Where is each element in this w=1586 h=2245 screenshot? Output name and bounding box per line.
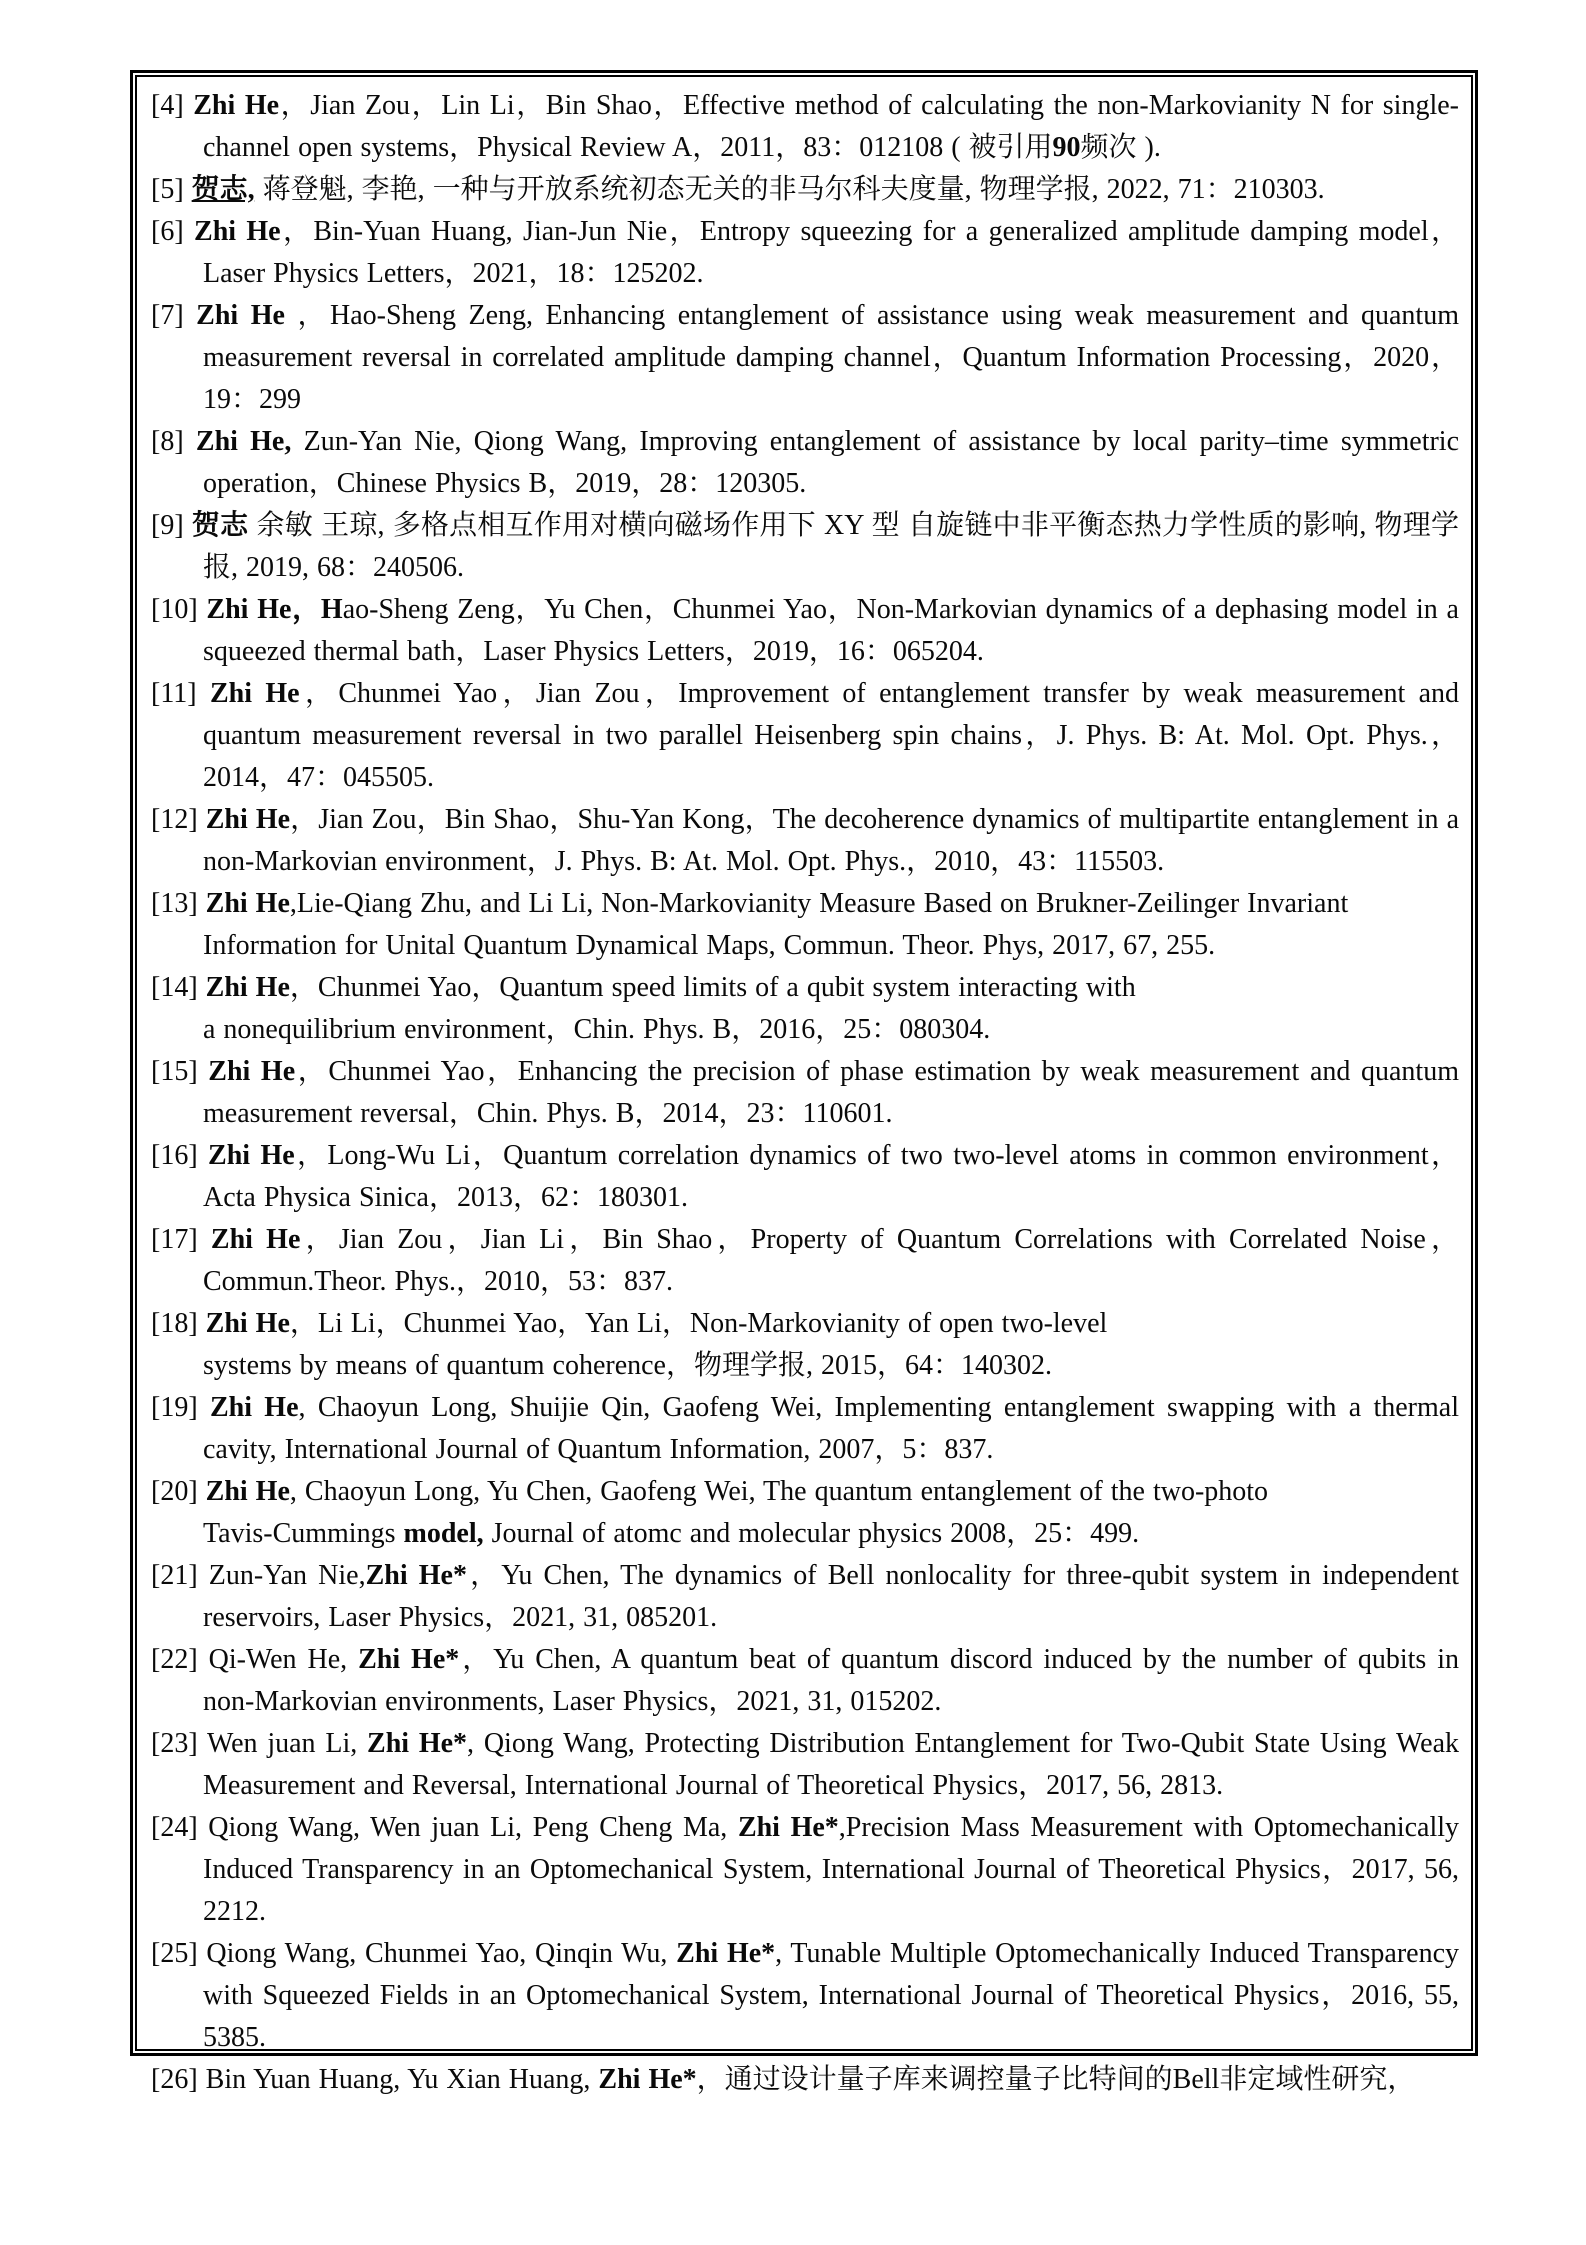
reference-item	[151, 673, 1459, 799]
reference-text-segment: Zhi He*	[367, 1728, 468, 1759]
reference-text-segment: Zun-Yan Nie, Qiong Wang, Improving entanglement of assistance by local parity–time symmetric operation，Chinese Physics B，2019，28：120305.	[203, 426, 1460, 499]
reference-item	[151, 169, 1459, 211]
document-page-border	[130, 70, 1478, 2095]
reference-text-segment: ，Yu Chen, A quantum beat of quantum discord induced by the number of qubits in non-Markovian environments, Laser Physics，2021, 31, 015202.	[203, 1644, 1459, 1717]
reference-text-segment: 90	[1052, 132, 1081, 163]
reference-text-segment: Wen juan Li,	[206, 1728, 368, 1759]
reference-text-segment: Zhi He	[205, 972, 290, 1003]
reference-number: [19]	[151, 1392, 210, 1423]
reference-item	[151, 1933, 1459, 2059]
reference-item	[151, 505, 1459, 589]
reference-number: [18]	[151, 1308, 206, 1339]
reference-text-segment: Qiong Wang, Chunmei Yao, Qinqin Wu,	[206, 1938, 677, 1969]
reference-text-segment: Zhi He	[209, 1392, 299, 1423]
reference-item	[151, 1471, 1459, 1555]
reference-number: [5]	[151, 174, 192, 205]
reference-number: [23]	[151, 1728, 207, 1759]
reference-item	[151, 1723, 1459, 1807]
reference-item	[151, 85, 1459, 169]
reference-text-segment: model,	[403, 1518, 484, 1549]
reference-text-segment: 频次 ).	[1080, 132, 1161, 163]
reference-number: [8]	[151, 426, 196, 457]
reference-text-segment: Journal of atomc and molecular physics 2008，25：499.	[483, 1518, 1140, 1549]
reference-text-segment: ，Chunmei Yao，Jian Zou，Improvement of entanglement transfer by weak measurement and quantum measurement reversal in two parallel Heisenberg spin chains，J. Phys. B: At. Mol. Opt. Phys.，2014，47：045505.	[203, 678, 1460, 793]
reference-number: [11]	[151, 678, 210, 709]
reference-text-segment: ，Yu Chen, The dynamics of Bell nonlocality for three-qubit system in independent reservoirs, Laser Physics，2021, 31, 085201.	[203, 1560, 1459, 1633]
reference-text-segment: Zhi He	[209, 678, 300, 709]
reference-item	[151, 1051, 1459, 1135]
reference-number: [20]	[151, 1476, 206, 1507]
reference-item	[151, 2059, 1459, 2101]
reference-text-segment: Zhi He，H	[206, 594, 343, 625]
reference-text-segment: ，Chunmei Yao，Quantum speed limits of a qubit system interacting with	[289, 972, 1136, 1003]
reference-text-segment: Zhi He	[205, 804, 291, 835]
reference-text-segment: ，Chunmei Yao，Enhancing the precision of phase estimation by weak measurement and quantum measurement reversal，Chin. Phys. B，2014，23：110601.	[203, 1056, 1459, 1129]
reference-text-segment: ，Hao-Sheng Zeng, Enhancing entanglement of assistance using weak measurement and quantum measurement reversal in correlated amplitude damping channel，Quantum Information Processing，2020，19：299	[203, 300, 1459, 415]
reference-item	[151, 799, 1459, 883]
reference-item	[151, 1807, 1459, 1933]
reference-item	[151, 295, 1459, 421]
reference-text-segment: Qiong Wang, Wen juan Li, Peng Cheng Ma,	[208, 1812, 738, 1843]
reference-text-segment: ,Lie-Qiang Zhu, and Li Li, Non-Markovianity Measure Based on Brukner-Zeilinger Invariant	[289, 888, 1349, 919]
reference-number: [22]	[151, 1644, 209, 1675]
reference-text-segment: Zhi He*	[737, 1812, 839, 1843]
reference-text-segment: Zhi He	[205, 1476, 290, 1507]
reference-text-segment: Zhi He	[205, 888, 290, 919]
reference-text-segment: Zhi He*	[358, 1644, 460, 1675]
reference-text-segment: ，Long-Wu Li，Quantum correlation dynamics of two two-level atoms in common environment，Acta Physica Sinica，2013，62：180301.	[203, 1140, 1459, 1213]
reference-text-segment: , Chaoyun Long, Shuijie Qin, Gaofeng Wei, Implementing entanglement swapping with a thermal cavity, International Journal of Quantum Information, 2007，5：837.	[203, 1392, 1459, 1465]
reference-text-segment: Tavis-Cummings	[203, 1518, 404, 1549]
reference-text-segment: Zhi He*	[598, 2064, 697, 2095]
reference-text-segment: , Tunable Multiple Optomechanically Induced Transparency with Squeezed Fields in an Optomechanical System, International Journal of Theoretical Physics，2016, 55, 5385.	[203, 1938, 1459, 2053]
reference-item	[151, 1303, 1459, 1387]
reference-text-segment: Zhi He*	[676, 1938, 776, 1969]
reference-text-segment: Zhi He	[194, 216, 281, 247]
reference-text-segment: ，Bin-Yuan Huang, Jian-Jun Nie，Entropy squeezing for a generalized amplitude damping model，Laser Physics Letters，2021，18：125202.	[203, 216, 1460, 289]
reference-number: [26]	[151, 2064, 206, 2095]
reference-text-segment: Zhi He	[210, 1224, 301, 1255]
document-page	[135, 75, 1473, 2095]
reference-number: [24]	[151, 1812, 209, 1843]
reference-text-segment: a nonequilibrium environment，Chin. Phys. B，2016，25：080304.	[203, 1014, 991, 1045]
reference-number: [13]	[151, 888, 206, 919]
reference-text-segment: Information for Unital Quantum Dynamical Maps, Commun. Theor. Phys, 2017, 67, 255.	[203, 930, 1216, 961]
reference-number: [16]	[151, 1140, 209, 1171]
reference-number: [6]	[151, 216, 195, 247]
reference-text-segment: Zhi He	[205, 1308, 290, 1339]
reference-number: [21]	[151, 1560, 209, 1591]
reference-text-segment: ，Jian Zou，Bin Shao，Shu-Yan Kong，The decoherence dynamics of multipartite entanglement in a non-Markovian environment，J. Phys. B: At. Mol. Opt. Phys.，2010，43：115503.	[203, 804, 1460, 877]
reference-number: [25]	[151, 1938, 207, 1969]
reference-number: [10]	[151, 594, 207, 625]
reference-item	[151, 967, 1459, 1051]
reference-text-segment: Bin Yuan Huang, Yu Xian Huang,	[205, 2064, 599, 2095]
reference-text-segment: ，通过设计量子库来调控量子比特间的Bell非定域性研究，	[696, 2064, 1416, 2095]
reference-text-segment: ，Jian Zou，Jian Li，Bin Shao，Property of Quantum Correlations with Correlated Noise，Commun.Theor. Phys.，2010，53：837.	[203, 1224, 1459, 1297]
reference-text-segment: Zun-Yan Nie,	[208, 1560, 366, 1591]
reference-number: [12]	[151, 804, 206, 835]
reference-text-segment: , Qiong Wang, Protecting Distribution Entanglement for Two-Qubit State Using Weak Measurement and Reversal, International Journal of Theoretical Physics，2017, 56, 2813.	[203, 1728, 1460, 1801]
reference-text-segment: Zhi He	[196, 300, 298, 331]
reference-number: [15]	[151, 1056, 209, 1087]
reference-number: [7]	[151, 300, 197, 331]
reference-text-segment: ，Jian Zou，Lin Li，Bin Shao，Effective method of calculating the non-Markovianity N for single-channel open systems，Physical Review A，2011，83：012108 ( 被引用	[203, 90, 1459, 163]
reference-item	[151, 589, 1459, 673]
reference-text-segment: Zhi He,	[195, 426, 292, 457]
reference-number: [14]	[151, 972, 206, 1003]
reference-item	[151, 421, 1459, 505]
reference-text-segment: systems by means of quantum coherence，物理学报, 2015，64：140302.	[203, 1350, 1052, 1381]
reference-text-segment: ，Li Li，Chunmei Yao，Yan Li，Non-Markovianity of open two-level	[289, 1308, 1108, 1339]
reference-text-segment: , Chaoyun Long, Yu Chen, Gaofeng Wei, The quantum entanglement of the two-photo	[289, 1476, 1269, 1507]
reference-text-segment: Qi-Wen He,	[208, 1644, 359, 1675]
reference-number: [9]	[151, 510, 192, 541]
reference-text-segment: 余敏 王琼, 多格点相互作用对横向磁场作用下 XY 型 自旋链中非平衡态热力学性质的影响, 物理学报, 2019, 68：240506.	[203, 510, 1459, 583]
reference-item	[151, 1387, 1459, 1471]
reference-item	[151, 1639, 1459, 1723]
reference-text-segment: Zhi He	[208, 1056, 296, 1087]
reference-item	[151, 1135, 1459, 1219]
reference-number: [4]	[151, 90, 194, 121]
reference-text-segment: Zhi He	[208, 1140, 295, 1171]
reference-item	[151, 211, 1459, 295]
reference-text-segment: ao-Sheng Zeng，Yu Chen，Chunmei Yao，Non-Markovian dynamics of a dephasing model in a squeezed thermal bath，Laser Physics Letters，2019，16：065204.	[203, 594, 1459, 667]
reference-text-segment: ,Precision Mass Measurement with Optomechanically Induced Transparency in an Optomechanical System, International Journal of Theoretical Physics，2017, 56, 2212.	[203, 1812, 1460, 1927]
reference-item	[151, 883, 1459, 967]
reference-text-segment: 贺志,	[191, 174, 255, 205]
reference-text-segment: 蒋登魁, 李艳, 一种与开放系统初态无关的非马尔科夫度量, 物理学报, 2022, 71：210303.	[254, 174, 1325, 205]
reference-text-segment: Zhi He	[193, 90, 280, 121]
reference-text-segment: Zhi He*	[365, 1560, 467, 1591]
reference-item	[151, 1555, 1459, 1639]
reference-item	[151, 1219, 1459, 1303]
reference-text-segment: 贺志	[191, 510, 249, 541]
reference-list	[151, 85, 1459, 2101]
reference-number: [17]	[151, 1224, 211, 1255]
